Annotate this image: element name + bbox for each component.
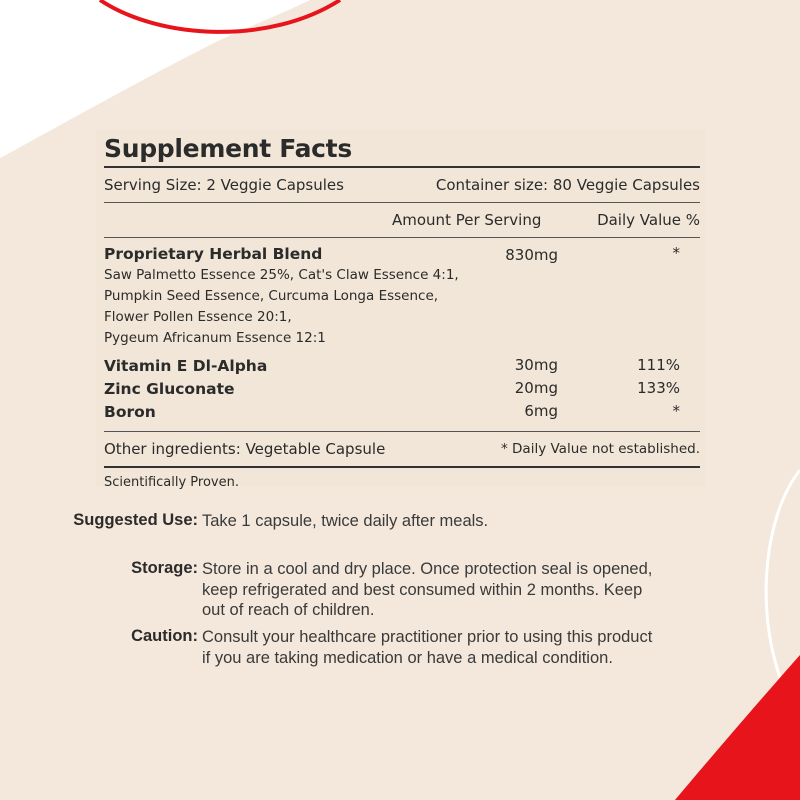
serving-row — [104, 168, 700, 202]
suggested-use-text: Take 1 capsule, twice daily after meals. — [202, 512, 489, 530]
blend-row — [104, 238, 700, 354]
nutrient-amount: 30mg — [514, 356, 558, 374]
blend-dv: * — [672, 244, 680, 262]
caution-label: Caution: — [131, 627, 198, 645]
storage-row — [58, 559, 652, 621]
nutrient-name: Zinc Gluconate — [104, 380, 235, 398]
storage-line: out of reach of children. — [202, 601, 375, 619]
amount-header: Amount Per Serving — [392, 211, 542, 229]
blend-name: Proprietary Herbal Blend — [104, 245, 323, 263]
dv-note: * Daily Value not established. — [501, 441, 700, 457]
column-header — [104, 203, 700, 237]
nutrient-amount: 20mg — [514, 379, 558, 397]
facts-title: Supplement Facts — [104, 134, 352, 163]
nutrient-dv: * — [672, 402, 680, 420]
other-ingredients-row — [104, 432, 700, 466]
nutrient-dv: 111% — [637, 356, 680, 374]
blend-amount: 830mg — [505, 246, 558, 264]
blend-line: Flower Pollen Essence 20:1, — [104, 309, 292, 325]
storage-label: Storage: — [131, 559, 198, 577]
footer-note: Scientifically Proven. — [104, 475, 239, 490]
nutrient-row — [104, 377, 700, 400]
nutrient-dv: 133% — [637, 379, 680, 397]
blend-line: Pygeum Africanum Essence 12:1 — [104, 330, 326, 346]
serving-size: Serving Size: 2 Veggie Capsules — [104, 176, 344, 194]
nutrient-name: Boron — [104, 403, 156, 421]
caution-line: Consult your healthcare practitioner prior to using this product — [202, 628, 653, 646]
daily-value-header: Daily Value % — [597, 211, 700, 229]
suggested-use-row — [58, 511, 488, 532]
blend-line: Saw Palmetto Essence 25%, Cat's Claw Essence 4:1, — [104, 267, 459, 283]
caution-row — [58, 627, 652, 668]
storage-line: keep refrigerated and best consumed within 2 months. Keep — [202, 580, 643, 599]
nutrient-row — [104, 400, 700, 423]
container-size: Container size: 80 Veggie Capsules — [435, 176, 700, 194]
blend-line: Pumpkin Seed Essence, Curcuma Longa Essence, — [104, 288, 439, 304]
suggested-use-label: Suggested Use: — [73, 511, 198, 529]
other-ingredients: Other ingredients: Vegetable Capsule — [104, 440, 386, 458]
caution-line: if you are taking medication or have a medical condition. — [202, 648, 613, 667]
nutrient-amount: 6mg — [524, 402, 558, 420]
nutrient-row — [104, 354, 700, 377]
supplement-facts-table — [104, 132, 700, 498]
nutrient-name: Vitamin E Dl-Alpha — [104, 357, 268, 375]
storage-line: Store in a cool and dry place. Once protection seal is opened, — [202, 560, 653, 578]
